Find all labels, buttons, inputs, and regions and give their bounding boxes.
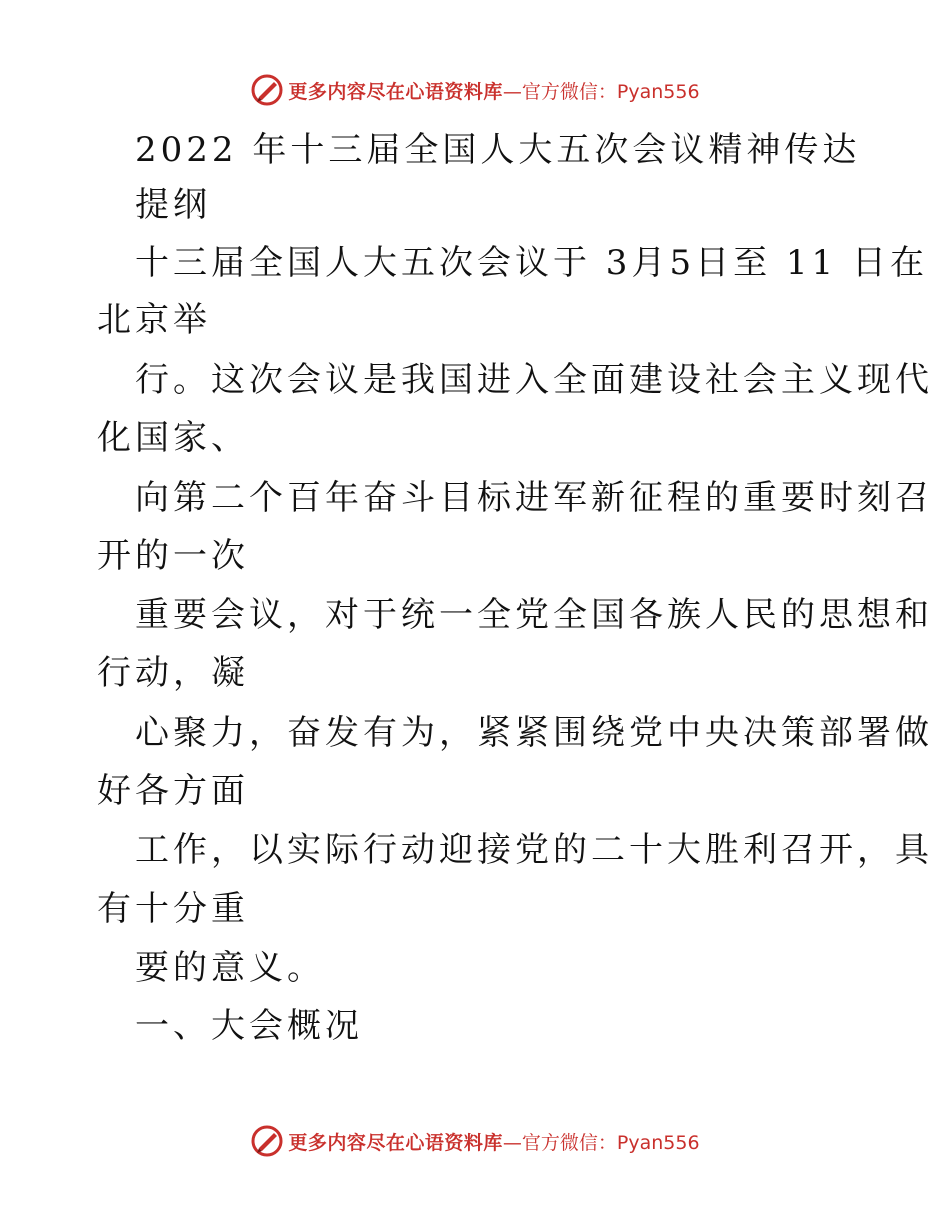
paragraph-line: 开的一次 — [97, 536, 249, 576]
banner-brand-text: 更多内容尽在心语资料库 — [288, 1131, 503, 1154]
paragraph-line: 化国家、 — [97, 418, 249, 458]
paragraph-line: 有十分重 — [97, 889, 249, 929]
paragraph-line: 行。这次会议是我国进入全面建设社会主义现代 — [135, 360, 933, 400]
paragraph-line: 北京举 — [97, 300, 211, 340]
paragraph-line: 十三届全国人大五次会议于 3月5日至 11 日在 — [135, 243, 928, 283]
section-heading: 一、大会概况 — [135, 1006, 363, 1046]
paragraph-line: 好各方面 — [97, 771, 249, 811]
banner-brand-text: 更多内容尽在心语资料库 — [288, 80, 503, 103]
header-banner — [0, 70, 950, 110]
document-title: 2022 年十三届全国人大五次会议精神传达 — [135, 130, 861, 170]
paragraph-line: 行动，凝 — [97, 653, 249, 693]
pen-logo-icon — [250, 1124, 284, 1158]
paragraph-line: 要的意义。 — [135, 948, 325, 988]
document-subtitle: 提纲 — [135, 185, 211, 225]
paragraph-line: 工作，以实际行动迎接党的二十大胜利召开，具 — [135, 830, 933, 870]
banner-wechat-text: —官方微信：Pyan556 — [502, 1131, 700, 1154]
footer-banner — [0, 1121, 950, 1161]
paragraph-line: 心聚力，奋发有为，紧紧围绕党中央决策部署做 — [135, 713, 933, 753]
paragraph-line: 重要会议，对于统一全党全国各族人民的思想和 — [135, 595, 933, 635]
banner-wechat-text: —官方微信：Pyan556 — [502, 80, 700, 103]
paragraph-line: 向第二个百年奋斗目标进军新征程的重要时刻召 — [135, 478, 933, 518]
pen-logo-icon — [250, 73, 284, 107]
